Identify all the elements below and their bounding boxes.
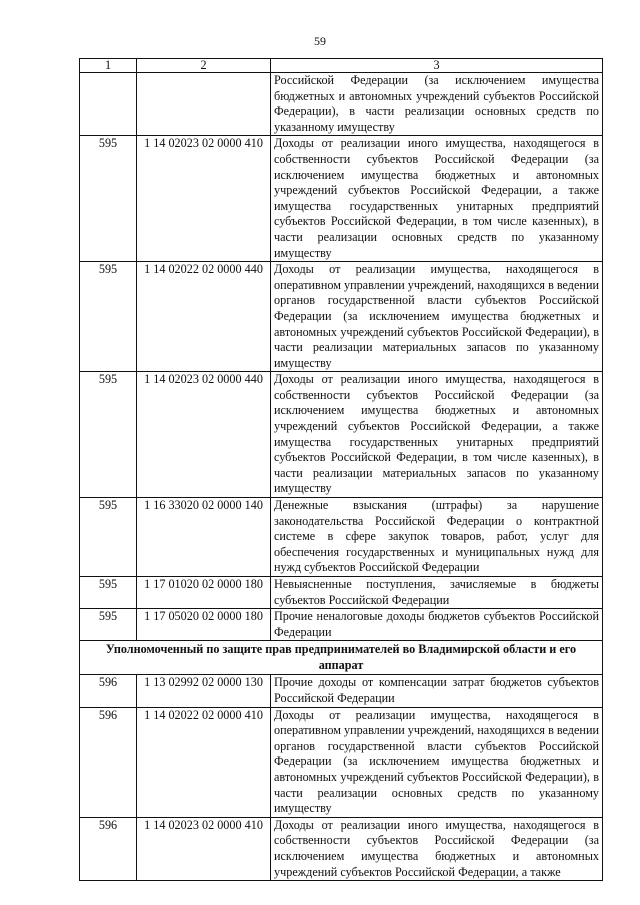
admin-code-cell: 595	[80, 262, 137, 372]
table-row	[80, 675, 603, 707]
budget-code-cell: 1 14 02022 02 0000 410	[137, 707, 271, 817]
table-row	[80, 372, 603, 498]
page-number: 59	[314, 34, 326, 48]
budget-code-cell: 1 14 02023 02 0000 440	[137, 372, 271, 498]
admin-code-cell: 595	[80, 136, 137, 262]
budget-code-cell: 1 16 33020 02 0000 140	[137, 498, 271, 577]
admin-code-cell: 595	[80, 577, 137, 609]
table-row	[80, 707, 603, 817]
budget-code-cell	[137, 73, 271, 136]
table-header-row	[80, 59, 603, 73]
table-row	[80, 817, 603, 880]
revenue-description-cell: Доходы от реализации иного имущества, находящегося в собственности субъектов Российской Федерации (за исключением имущества бюджетных и автономных учреждений субъектов Российской Федерации, а также	[271, 817, 603, 880]
revenue-description-cell: Доходы от реализации имущества, находящегося в оперативном управлении учреждений, находящихся в ведении органов государственной власти субъектов Российской Федерации (за исключением имущества бюджетных и автономных учреждений субъектов Российской Федерации), в части реализации материальных запасов по указанному имуществу	[271, 262, 603, 372]
admin-code-cell: 596	[80, 707, 137, 817]
table-row	[80, 577, 603, 609]
admin-code-cell: 595	[80, 372, 137, 498]
budget-code-cell: 1 17 05020 02 0000 180	[137, 609, 271, 641]
budget-code-cell: 1 13 02992 02 0000 130	[137, 675, 271, 707]
section-heading-row	[80, 641, 603, 675]
budget-code-cell: 1 17 01020 02 0000 180	[137, 577, 271, 609]
admin-code-cell	[80, 73, 137, 136]
admin-code-cell: 596	[80, 675, 137, 707]
revenue-description-cell: Денежные взыскания (штрафы) за нарушение законодательства Российской Федерации о контрактной системе в сфере закупок товаров, работ, услуг для обеспечения государственных и муниципальных нужд для нужд субъектов Российской Федерации	[271, 498, 603, 577]
admin-code-cell: 596	[80, 817, 137, 880]
column-header-3: 3	[271, 59, 603, 73]
table-row	[80, 73, 603, 136]
admin-code-cell: 595	[80, 498, 137, 577]
admin-code-cell: 595	[80, 609, 137, 641]
table-row	[80, 609, 603, 641]
revenue-description-cell: Доходы от реализации иного имущества, находящегося в собственности субъектов Российской Федерации (за исключением имущества бюджетных и автономных учреждений субъектов Российской Федерации, а также имущества государственных унитарных предприятий субъектов Российской Федерации, в том числе казенных), в части реализации основных средств по указанному имуществу	[271, 136, 603, 262]
revenue-description-cell: Доходы от реализации иного имущества, находящегося в собственности субъектов Российской Федерации (за исключением имущества бюджетных и автономных учреждений субъектов Российской Федерации, а также имущества государственных унитарных предприятий субъектов Российской Федерации, в том числе казенных), в части реализации материальных запасов по указанному имуществу	[271, 372, 603, 498]
revenue-codes-table	[79, 58, 603, 881]
section-title: Уполномоченный по защите прав предпринимателей во Владимирской области и его аппарат	[80, 641, 603, 675]
table-row	[80, 498, 603, 577]
table-row	[80, 136, 603, 262]
column-header-1: 1	[80, 59, 137, 73]
budget-code-cell: 1 14 02022 02 0000 440	[137, 262, 271, 372]
revenue-description-cell: Доходы от реализации имущества, находящегося в оперативном управлении учреждений, находящихся в ведении органов государственной власти субъектов Российской Федерации (за исключением имущества бюджетных и автономных учреждений субъектов Российской Федерации), в части реализации основных средств по указанному имуществу	[271, 707, 603, 817]
revenue-description-cell: Прочие неналоговые доходы бюджетов субъектов Российской Федерации	[271, 609, 603, 641]
revenue-description-cell: Российской Федерации (за исключением имущества бюджетных и автономных учреждений субъектов Российской Федерации), в части реализации основных средств по указанному имуществу	[271, 73, 603, 136]
revenue-description-cell: Невыясненные поступления, зачисляемые в бюджеты субъектов Российской Федерации	[271, 577, 603, 609]
budget-code-cell: 1 14 02023 02 0000 410	[137, 817, 271, 880]
column-header-2: 2	[137, 59, 271, 73]
table-row	[80, 262, 603, 372]
budget-code-cell: 1 14 02023 02 0000 410	[137, 136, 271, 262]
revenue-description-cell: Прочие доходы от компенсации затрат бюджетов субъектов Российской Федерации	[271, 675, 603, 707]
